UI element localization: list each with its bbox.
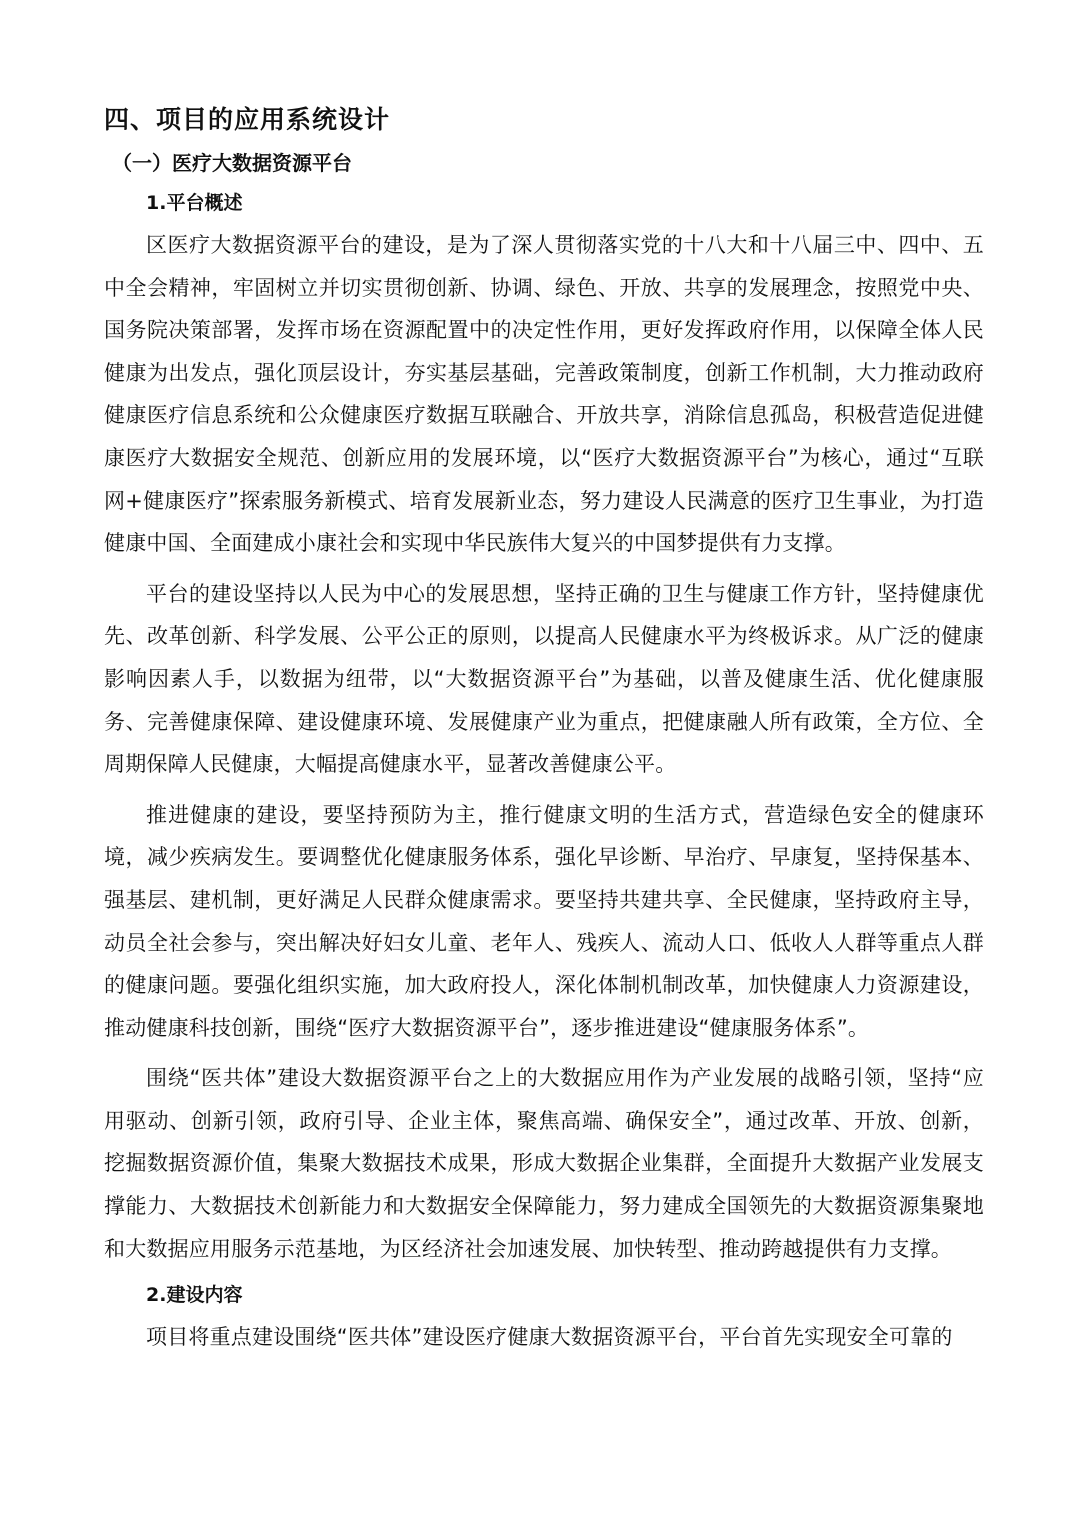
content-paragraph: 项目将重点建设围绕“医共体”建设医疗健康大数据资源平台，平台首先实现安全可靠的 <box>146 1325 953 1350</box>
document-page <box>104 100 984 1367</box>
paragraph-2: 平台的建设坚持以人民为中心的发展思想，坚持正确的卫生与健康工作方针，坚持健康优先、改革创新、科学发展、公平公正的原则，以提高人民健康水平为终极诉求。从广泛的健康影响因素人手，以数据为纽带，以“大数据资源平台”为基础，以普及健康生活、优化健康服务、完善健康保障、建设健康环境、发展健康产业为重点，把健康融人所有政策，全方位、全周期保障人民健康，大幅提高健康水平，显著改善健康公平。 <box>104 581 984 777</box>
paragraph-3: 推进健康的建设，要坚持预防为主，推行健康文明的生活方式，营造绿色安全的健康环境，减少疾病发生。要调整优化健康服务体系，强化早诊断、早治疗、早康复，坚持保基本、强基层、建机制，更好满足人民群众健康需求。要坚持共建共享、全民健康，坚持政府主导，动员全社会参与，突出解决好妇女儿童、老年人、残疾人、流动人口、低收人人群等重点人群的健康问题。要强化组织实施，加大政府投人，深化体制机制改革，加快健康人力资源建设，推动健康科技创新，围绕“医疗大数据资源平台”，逐步推进建设“健康服务体系”。 <box>104 802 984 1040</box>
subsection-title: （一）医疗大数据资源平台 <box>112 151 352 175</box>
heading-content: 2.建设内容 <box>146 1284 243 1307</box>
heading-overview: 1.平台概述 <box>146 192 243 214</box>
paragraph-1: 区医疗大数据资源平台的建设，是为了深人贯彻落实党的十八大和十八届三中、四中、五中全会精神，牢固树立并切实贯彻创新、协调、绿色、开放、共享的发展理念，按照党中央、国务院决策部署，发挥市场在资源配置中的决定性作用，更好发挥政府作用，以保障全体人民健康为出发点，强化顶层设计，夯实基层基础，完善政策制度，创新工作机制，大力推动政府健康医疗信息系统和公众健康医疗数据互联融合、开放共享，消除信息孤岛，积极营造促进健康医疗大数据安全规范、创新应用的发展环境，以“医疗大数据资源平台”为核心，通过“互联网+健康医疗”探索服务新模式、培育发展新业态，努力建设人民满意的医疗卫生事业，为打造健康中国、全面建成小康社会和实现中华民族伟大复兴的中国梦提供有力支撑。 <box>104 233 984 556</box>
paragraph-4: 围绕“医共体”建设大数据资源平台之上的大数据应用作为产业发展的战略引领，坚持“应用驱动、创新引领，政府引导、企业主体，聚焦高端、确保安全”，通过改革、开放、创新，挖掘数据资源价值，集聚大数据技术成果，形成大数据企业集群，全面提升大数据产业发展支撑能力、大数据技术创新能力和大数据安全保障能力，努力建成全国领先的大数据资源集聚地和大数据应用服务示范基地，为区经济社会加速发展、加快转型、推动跨越提供有力支撑。 <box>104 1066 984 1261</box>
section-title: 四、项目的应用系统设计 <box>104 105 391 134</box>
